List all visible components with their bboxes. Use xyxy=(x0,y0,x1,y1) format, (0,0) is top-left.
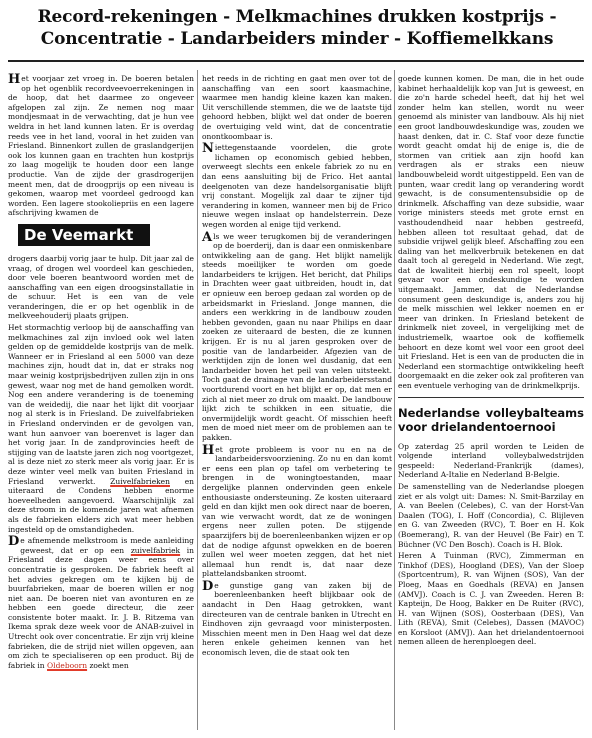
article-separator xyxy=(398,397,584,398)
paragraph: goede kunnen komen. De man, die in het oude kabinet herhaaldelijk kop van Jut is geweest, en die zo'n harde schedel heeft, dat hij het wel zonder helm kan stellen, wordt nu weer genoemd als minister van landbouw. Als hij niet een groot landbouwdeskundige was, zouden we haast denken, dat ir. C. Staf voor deze functie wordt geacht omdat hij de enige is, die de stormen van critiek aan zijn hoofd kan verdragen als er straks een nieuw landbouwbeleid wordt uitgestippeld. Een van de punten, waar credit lang op verandering wordt gewacht, is de consumentensubsidie op de drinkmelk. Afschaffing van deze subsidie, waar vorige ministers steeds met grote ernst en vasthoudendheid naar hebben gestreefd, hebben alleen tot resultaat gehad, dat de subsidie vrijwel gelijk bleef. Afschaffing zou een daling van het melkverbruik betekenen en dat daalt toch al geregeld in Nederland. Wie zegt, dat de kwaliteit hierbij een rol speelt, loopt gevaar voor een ondeskundige te worden uitgemaakt. Jammer, dat de Nederlandse consument geen deskundige is, anders zou hij de melk misschien wel lekker noemen en er meer van drinken. In Friesland betekent de drinkmelk niet zoveel, in vergelijking met de industriemelk, waartoe ook de koffiemelk behoort en deze komt wel voor een groot deel uit Friesland. Het is een van de producten die in Nederland een stormachtige ontwikkeling heeft doorgemaakt en die zeker ook zal profiteren van een eventuele verhoging van de drinkmelkprijs. xyxy=(398,74,584,390)
paragraph: De samenstelling van de Nederlandse ploegen ziet er als volgt uit: Dames: N. Smit-Barzilay en A. van Beelen (Celebes), C. van der Horst-Van Daalen (TOG), I. Hoff (Concordia), C. Blijleven en G. van Zweeden (RVC), T. Boer en H. Kok (Boemerang), R. van der Heuvel (Be Fair) en T. Büchner (VC Den Bosch). Coach is H. Blok. xyxy=(398,481,584,549)
paragraph: drogers daarbij vorig jaar te hulp. Dit jaar zal de vraag, of drogen wel voordeel kan geschieden, door vele boeren beantwoord worden met de aanschaffing van een eigen droogsinstallatie in de schuur. Het is een van de vele veranderingen, die er op het ogenblik in de melkveehouderij plaats grijpen. xyxy=(8,253,194,321)
page-headline xyxy=(10,6,584,50)
paragraph: Als we weer terugkomen bij de veranderingen op de boerderij, dan is daar een onmiskenbare ontwikkeling aan de gang. Het blijkt namelijk steeds moeilijker te worden om goede landarbeiders te krijgen. Het bericht, dat Philips in Drachten weer gaat uitbreiden, houdt in, dat er opnieuw een beroep gedaan zal worden op de arbeidsmarkt in Friesland. Jonge mannen, die anders een werkkring in de landbouw zouden hebben gevonden, gaan nu naar Philips en daar zoeken ze uiteraard de besten, die ze kunnen krijgen. Er is nu al jaren gesproken over de positie van de landarbeider. Afgezien van de werktijden zijn de lonen wel dusdanig, dat een landarbeider boven het peil van velen uitsteekt. Toch gaat de drainage van de landarbeidersstand voortdurend voort en het blijkt er op, dat men er zich al niet meer zo druk om maakt. De landbouw lijkt zich te schikken in een situatie, die onvermijdelijk wordt geacht. Of misschien heeft men de moed niet meer om de problemen aan te pakken. xyxy=(202,229,392,442)
article-column-3 xyxy=(398,74,584,649)
highlighted-term: Zuivelfabrieken xyxy=(110,476,170,486)
paragraph: Het grote probleem is voor nu en na de landarbeidersvoorziening. Zo nu en dan komt er eens een plan op tafel om verbetering te brengen in de woningtoestanden, maar dergelijke plannen ondervinden geen enkele enthousiaste ondersteuning. Ze kosten uiteraard geld en dan kijkt men ook direct naar de boeren, van wie verwacht wordt, dat ze de woningen ergens neer zullen poten. De stijgende spaarzijfers bij de boerenleenbanken wijzen er op dat de nodige afgunst opwekken en de boeren zullen wel weer moeten zeggen, dat het niet allemaal hun rendt is, dat naar deze plattelandsbanken stroomt. xyxy=(202,442,392,579)
paragraph: Het voorjaar zet vroeg in. De boeren betalen op het ogenblik recordveevoerrekeningen in de hoop, dat het daarmee zo ongeveer afgelopen zal zijn. Ze nemen nog maar mondjesmaat in de verwachting, dat je hun vee weldra in het land kunnen laten. Er is overdag reeds vee in het land, vooral in het zuiden van Friesland. Binnenkort zullen de graslandgerijen ook los kunnen gaan en trachten hun kostprijs zo laag mogelijk te houden door een lange productie. Van de zijde der grasdrogerijen meent men, dat de droogprijs op een niveau is gekomen, waarop met voordeel gedroogd kan worden. Een lagere stookoliepriis en een lagere afschrijving kwamen de xyxy=(8,72,194,218)
headline-line-1: Record-rekeningen - Melkmachines drukken kostprijs - xyxy=(37,7,557,27)
paragraph: Het stormachtig verloop bij de aanschaffing van melkmachines zal zijn invloed ook wel laten gelden op de gemiddelde kostprijs van de melk. Wanneer er in Friesland al een 5000 van deze machines zijn, houdt dat in, dat er straks nog maar weinig kostprijsbedrijven zullen zijn in ons gewest, waar nog met de hand gemolken wordt. Nog een andere verandering is de toeneming van de weidedij, die naar het lijkt dit voorjaar nog al sterk is in Friesland. De zuivelfabrieken in Friesland ondervinden er de gevolgen van, want hun aanvoer van boerenvet is lager dan het vorig jaar. In de zandprovincies heeft de stijging van de laatste jaren zich nog voortgezet, al is deze niet zo sterk meer als vorig jaar. Er is deze winter veel melk van buiten Friesland in Friesland verwerkt. Zuivelfabrieken en uiteraard de Condens hebben enorme hoeveelheden aangevoerd. Waarschijnlijk zal deze stroom in de komende jaren wat afnemen als de fabrieken elders zich wat meer hebben ingesteld op de omstandigheden. xyxy=(8,323,194,534)
paragraph: Heren A Tuinman (RVC), Zimmerman en Tinkhof (DES), Hoogland (DES), Van der Sloep (Sportcentrum), R. van Wijnen (SOS), Van der Ploeg, Maas en Goedhals (REVA) en Jansen (AMVJ). Coach is C. J. van Zweeden. Heren B: Kapteijn, De Hoog, Bakker en De Ruiter (RVC), H. van Wijnen (SOS), Oosterbaan (DES), Van Lith (REVA), Smit (Celebes), Dassen (MAVOC) en Korsloot (AMVJ). Aan het drielandentoernooi nemen alleen de herenploegen deel. xyxy=(398,551,584,647)
headline-rule xyxy=(8,60,584,62)
highlighted-term: zuivelfabriek xyxy=(130,545,181,555)
highlighted-place: Oldeboorn xyxy=(47,660,88,670)
article-column-2 xyxy=(202,74,392,660)
volleyball-headline: Nederlandse volleybalteams voor drielandentoernooi xyxy=(398,405,584,434)
column-divider-1 xyxy=(197,70,198,730)
paragraph: De afnemende melkstroom is mede aanleiding geweest, dat er op een zuivelfabriek in Friesland deze dagen weer eens over concentratie is gesproken. De fabriek heeft al het advies gekregen om te kijken bij de buurfabrieken, maar de boeren willen er nog niet aan. De boeren niet van avonturen en ze hebben een goede directeur, die zeer consistente boter maakt. Ir. J. B. Ritzema van Ikema sprak deze week voor de ANAB-zuivel in Utrecht ook over concentratie. Er zijn vrij kleine fabrieken, die de strijd niet willen opgeven, aan om zich te specialiseren op een product. Bij de fabriek in Oldeboorn zoekt men xyxy=(8,534,195,670)
headline-line-2: Concentratie - Landarbeiders minder - Koffiemelkkans xyxy=(40,29,554,49)
article-column-1 xyxy=(8,74,194,672)
column-divider-2 xyxy=(394,70,395,730)
paragraph: Niettegenstaande voordelen, die grote lichamen op economisch gebied hebben, overweegt slechts een enkele fabriek zo nu en dan eens aansluiting bij de Frico. Het aantal deelgenoten van deze handelsorganisatie blijft vrij constant. Mogelijk zal daar te zijner tijd verandering in komen, wanneer men bij de Frico nieuwe wegen inslaat op handelsterrein. Deze wegen worden al enige tijd verkend. xyxy=(202,141,392,229)
paragraph: Op zaterdag 25 april worden te Leiden de volgende interland volleybalwedstrijden gespeeld: Nederland-Frankrijk (dames), Nederland A-Italie en Nederland B-Belgie. xyxy=(398,441,584,480)
paragraph: De gunstige gang van zaken bij de boerenleenbanken heeft blijkbaar ook de aandacht in Den Haag getrokken, want directeuren van de centrale banken in Utrecht en Eindhoven zijn gevraagd voor ministerposten. Misschien meent men in Den Haag wel dat deze heren enkele geheimen kennen van het economisch leven, die de staat ook ten xyxy=(202,578,392,658)
section-label-veemarkt: De Veemarkt xyxy=(18,224,150,246)
paragraph: het reeds in de richting en gaat men over tot de aanschaffing van een soort kaasmachine, waarmee men handig kleine kazen kan maken. Uit verschillende stemmen, die we de laatste tijd gehoord hebben, blijkt wel dat onder de boeren de overtuiging veld wint, dat de concentratie onontkoombaar is. xyxy=(202,74,392,141)
